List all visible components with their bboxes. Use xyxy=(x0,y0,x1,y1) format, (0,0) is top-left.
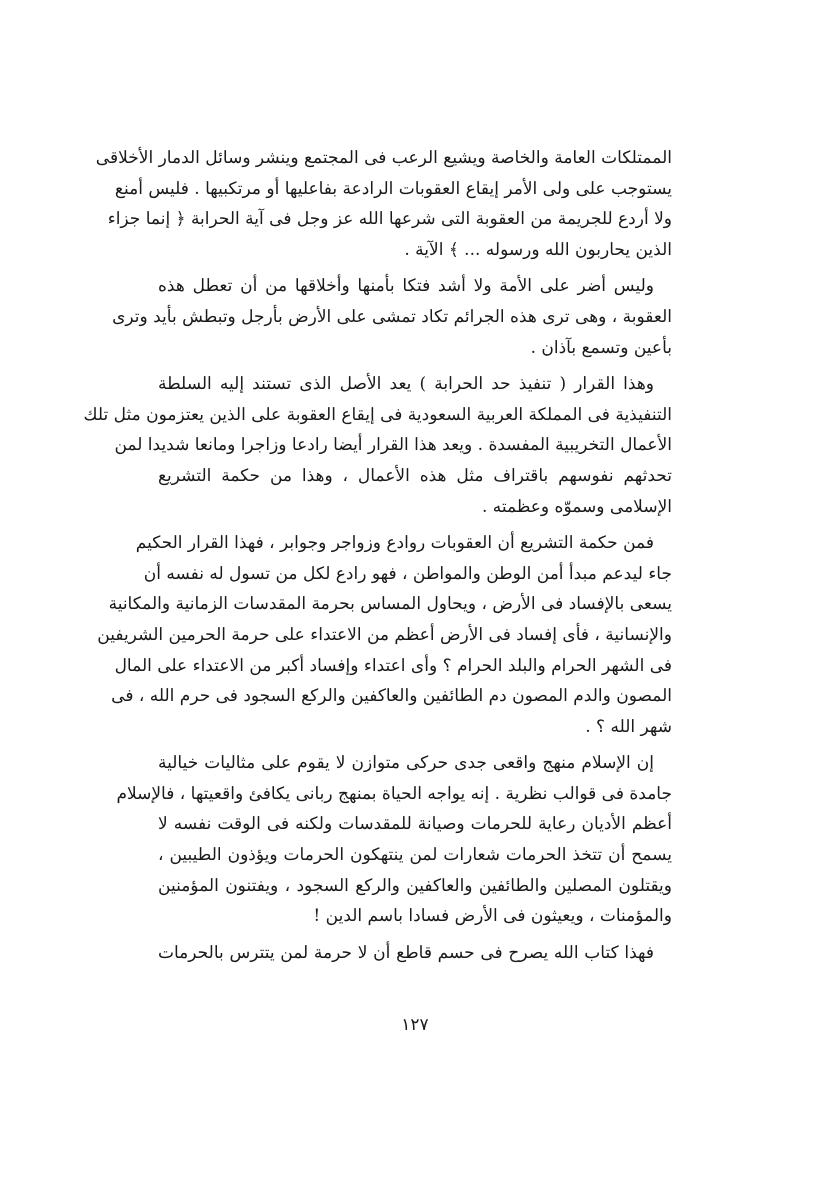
text-line: الأعمال التخريبية المفسدة . ويعد هذا القرار أيضا رادعا وزاجرا ومانعا شديدا لمن xyxy=(114,435,672,456)
text-line: جاء ليدعم مبدأ أمن الوطن والمواطن ، فهو رادع لكل من تسول له نفسه أن xyxy=(143,563,672,584)
text-line: العقوبة ، وهى ترى هذه الجرائم تكاد تمشى على الأرض بأرجل وتبطش بأيد وترى xyxy=(112,306,672,327)
text-line: يسعى بالإفساد فى الأرض ، ويحاول المساس بحرمة المقدسات الزمانية والمكانية xyxy=(108,594,672,615)
text-line: ويقتلون المصلين والطائفين والعاكفين والركع السجود ، ويفتنون المؤمنين xyxy=(158,875,672,896)
text-line: الذين يحاربون الله ورسوله ... ﴾ الآية . xyxy=(404,239,672,260)
text-line: إن الإسلام منهج واقعى جدى حركى متوازن لا يقوم على مثاليات خيالية xyxy=(158,753,654,774)
page-number: ١٢٧ xyxy=(401,1015,429,1035)
paragraph-1 xyxy=(95,143,672,265)
text-line: ولا أردع للجريمة من العقوبة التى شرعها الله عز وجل فى آية الحرابة ﴿ إنما جزاء xyxy=(107,209,672,230)
book-page xyxy=(83,143,672,1083)
text-line: المصون والدم المصون دم الطائفين والعاكفين والركع السجود فى حرم الله ، فى xyxy=(111,686,672,707)
text-line: التنفيذية فى المملكة العربية السعودية فى إيقاع العقوبة على الذين يعتزمون مثل تلك xyxy=(83,404,672,425)
text-line: وليس أضر على الأمة ولا أشد فتكا بأمنها وأخلاقها من أن تعطل هذه xyxy=(158,276,654,297)
text-line: شهر الله ؟ . xyxy=(585,716,672,737)
text-line: بأعين وتسمع بآذان . xyxy=(530,337,672,358)
text-line: والمؤمنات ، ويعيثون فى الأرض فسادا باسم الدين ! xyxy=(313,906,672,927)
paragraph-4 xyxy=(97,528,672,742)
text-line: يستوجب على ولى الأمر إيقاع العقوبات الرادعة بفاعليها أو مرتكبيها . فليس أمنع xyxy=(114,178,672,199)
body-text xyxy=(83,143,672,968)
paragraph-3 xyxy=(83,369,672,522)
text-line: والإنسانية ، فأى إفساد فى الأرض أعظم من الاعتداء على حرمة الحرمين الشريفين xyxy=(97,624,672,645)
paragraph-2 xyxy=(112,271,672,363)
paragraph-5 xyxy=(116,748,672,932)
text-line: الإسلامى وسموّه وعظمته . xyxy=(481,496,672,517)
text-line: فهذا كتاب الله يصرح فى حسم قاطع أن لا حرمة لمن يتترس بالحرمات xyxy=(158,942,654,963)
text-line: جامدة فى قوالب نظرية . إنه يواجه الحياة بمنهج ربانى يكافئ واقعيتها ، فالإسلام xyxy=(116,783,672,804)
text-line: وهذا القرار ( تنفيذ حد الحرابة ) يعد الأصل الذى تستند إليه السلطة xyxy=(158,374,654,395)
text-line: يسمح أن تتخذ الحرمات شعارات لمن ينتهكون الحرمات ويؤذون الطيبين ، xyxy=(158,845,672,866)
text-line: الممتلكات العامة والخاصة ويشيع الرعب فى المجتمع وينشر وسائل الدمار الأخلاقى xyxy=(95,148,672,168)
text-line: تحدثهم نفوسهم باقتراف مثل هذه الأعمال ، وهذا من حكمة التشريع xyxy=(158,465,672,486)
paragraph-6 xyxy=(158,938,672,969)
text-line: فى الشهر الحرام والبلد الحرام ؟ وأى اعتداء وإفساد أكبر من الاعتداء على المال xyxy=(114,655,672,676)
text-line: فمن حكمة التشريع أن العقوبات روادع وزواجر وجوابر ، فهذا القرار الحكيم xyxy=(135,533,654,554)
text-line: أعظم الأديان رعاية للحرمات وصيانة للمقدسات ولكنه فى الوقت نفسه لا xyxy=(158,814,672,835)
